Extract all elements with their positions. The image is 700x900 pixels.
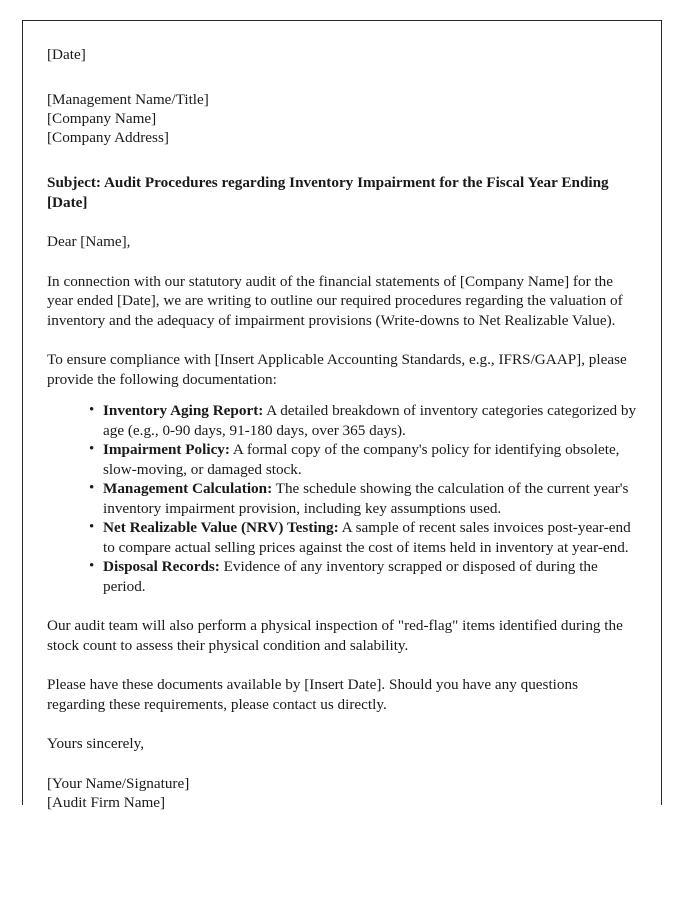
signature-block (47, 774, 639, 812)
paragraph-compliance: To ensure compliance with [Insert Applicable Accounting Standards, e.g., IFRS/GAAP], please provide the following documentation: (47, 351, 627, 388)
valediction: Yours sincerely, (47, 735, 145, 752)
list-item (89, 440, 639, 479)
spacer (47, 252, 639, 272)
subject-line: Subject: Audit Procedures regarding Inventory Impairment for the Fiscal Year Ending [Date] (47, 174, 609, 211)
list-item-lead: Net Realizable Value (NRV) Testing: (103, 519, 339, 536)
paragraph-inspection: Our audit team will also perform a physical inspection of "red-flag" items identified during the stock count to assess their physical condition and salability. (47, 617, 623, 654)
signature-name-line: [Your Name/Signature] (47, 774, 190, 792)
list-item (89, 557, 639, 596)
list-item-lead: Impairment Policy: (103, 441, 230, 458)
spacer (47, 330, 639, 350)
letter-body (47, 45, 639, 812)
recipient-management-name: [Management Name/Title] (47, 91, 209, 108)
recipient-company-name: [Company Name] (47, 110, 157, 127)
spacer (47, 389, 639, 401)
spacer (47, 64, 639, 90)
salutation: Dear [Name], (47, 233, 131, 250)
spacer (47, 754, 639, 774)
list-item-body: A detailed breakdown of inventory categories categorized by age (e.g., 0-90 days, 91-180 days, over 365 days). (103, 402, 637, 439)
list-item-lead: Management Calculation: (103, 480, 273, 497)
list-item-lead: Inventory Aging Report: (103, 402, 264, 419)
list-item-body: A formal copy of the company's policy for identifying obsolete, slow-moving, or damaged stock. (103, 441, 620, 478)
spacer (47, 655, 639, 675)
spacer (47, 147, 639, 173)
document-page (22, 20, 662, 811)
list-item (89, 479, 639, 518)
list-item (89, 401, 639, 440)
list-item-body: Evidence of any inventory scrapped or disposed of during the period. (103, 558, 598, 595)
signature-firm-line: [Audit Firm Name] (47, 793, 166, 811)
spacer (47, 596, 639, 616)
list-item (89, 518, 639, 557)
list-item-body: The schedule showing the calculation of the current year's inventory impairment provision, including key assumptions used. (103, 480, 629, 517)
documentation-request-list (47, 401, 639, 596)
recipient-company-address: [Company Address] (47, 129, 169, 146)
list-item-body: A sample of recent sales invoices post-year-end to compare actual selling prices against the cost of items held in inventory at year-end. (103, 519, 631, 556)
spacer (47, 212, 639, 232)
paragraph-deadline: Please have these documents available by [Insert Date]. Should you have any questions regarding these requirements, please contact us directly. (47, 676, 578, 713)
letter-date: [Date] (47, 46, 86, 63)
paragraph-intro: In connection with our statutory audit of the financial statements of [Company Name] for the year ended [Date], we are writing to outline our required procedures regarding the valuation of inventory and the adequacy of impairment provisions (Write-downs to Net Realizable Value). (47, 272, 623, 329)
list-item-lead: Disposal Records: (103, 558, 220, 575)
spacer (47, 714, 639, 734)
